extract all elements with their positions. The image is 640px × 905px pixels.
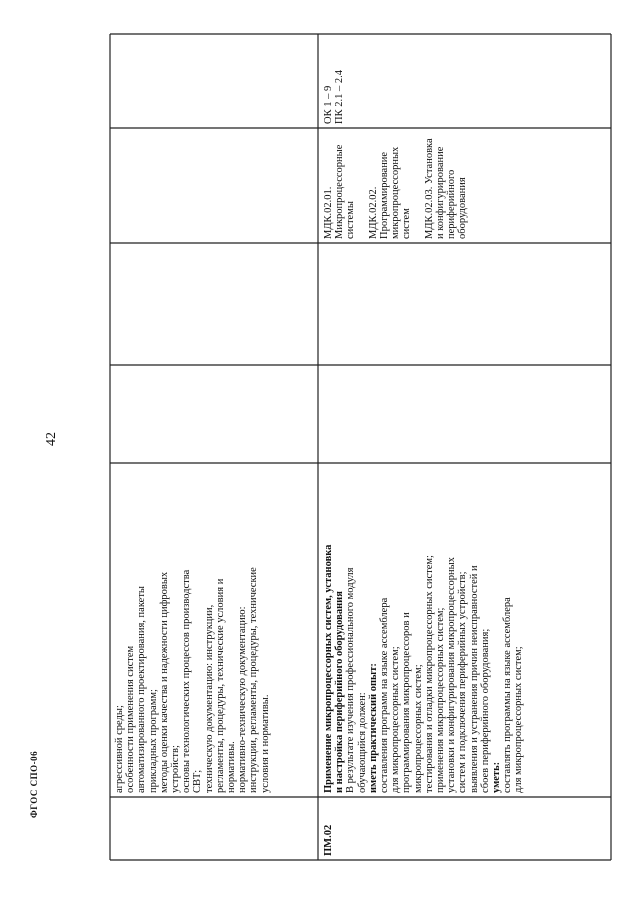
content-line (368, 467, 379, 793)
content-line: нормативно-техническую документацию: (237, 606, 249, 793)
course-line: МДК.02.02. (367, 186, 379, 239)
content-line: методы оценки качества и надежности цифровых (158, 571, 170, 793)
content-line: сбоев периферийного оборудования; (479, 628, 491, 793)
course-line: Микропроцессорные (334, 144, 346, 239)
course-line: систем (401, 208, 413, 239)
content-line: регламенты, процедуры, технические условия и (214, 578, 226, 793)
content-line: нормативы. (226, 741, 238, 793)
content-line: устройств; (170, 745, 182, 793)
footer-code: ФГОС СПО-06 (29, 750, 39, 818)
content-line: условия и нормативы. (259, 694, 271, 793)
course-line (357, 131, 368, 239)
course-line: МДК.02.01. (323, 186, 334, 239)
content-line: инструкции, регламенты, процедуры, технические (248, 567, 260, 793)
content-line: систем и подключения периферийных устройств; (457, 571, 469, 793)
content-line: В результате изучения профессионального модуля (345, 567, 357, 793)
course-line: оборудования (457, 177, 469, 239)
pm02-code-cell (323, 801, 343, 856)
content-line: составления программ на языке ассемблера (379, 597, 391, 793)
course-line: МДК.02.03. Установка (423, 138, 435, 239)
content-line-bold: иметь практический опыт: (367, 663, 379, 793)
course-line: и конфигурирование (435, 146, 447, 239)
content-line: микропроцессорных систем; (412, 664, 424, 793)
prev-row-content (114, 467, 316, 793)
course-line: периферийного (446, 169, 458, 239)
content-line-bold: и настройка периферийного оборудования (334, 591, 346, 793)
content-line: установки и конфигурирования микропроцессорных (446, 557, 458, 793)
content-line: применения микропроцессорных систем; (435, 607, 447, 793)
course-line: Программирование (379, 151, 391, 239)
pm02-code: ПМ.02 (323, 824, 334, 856)
content-line: обучающийся должен: (356, 692, 368, 793)
content-line: тестирования и отладки микропроцессорных систем; (423, 555, 435, 793)
content-line (334, 467, 345, 793)
course-line: системы (345, 201, 357, 239)
content-line: для микропроцессорных систем; (513, 646, 525, 793)
content-line-bold: уметь: (491, 761, 503, 793)
content-line: автоматизированного проектирования, пакеты (136, 586, 148, 793)
course-line (413, 131, 424, 239)
course-line: микропроцессорных (390, 146, 402, 239)
content-line: особенности применения систем (125, 645, 137, 793)
pm02-competencies (323, 38, 383, 124)
content-line: техническую документацию: инструкции, (203, 604, 215, 793)
competency-line: ПК 2.1 – 2.4 (334, 70, 346, 124)
content-line: выявления и устранения причин неисправностей и (468, 565, 480, 793)
content-line: СВТ; (192, 769, 204, 793)
pm02-courses (323, 131, 608, 239)
content-line: программирования микропроцессоров и (401, 612, 413, 793)
content-line: для микропроцессорных систем; (390, 646, 402, 793)
content-line: прикладных программ; (147, 689, 159, 793)
content-line (491, 467, 502, 793)
content-line-bold: Применение микропроцессорных систем, установка (323, 544, 334, 793)
pm02-content (323, 467, 608, 793)
content-line: основы технологических процессов производства (181, 569, 193, 793)
content-line: агрессивной среды; (114, 705, 125, 793)
content-line: составлять программы на языке ассемблера (502, 597, 514, 793)
page-number: 42 (44, 432, 59, 446)
content-line (323, 467, 334, 793)
competency-line: ОК 1 – 9 (323, 85, 334, 124)
